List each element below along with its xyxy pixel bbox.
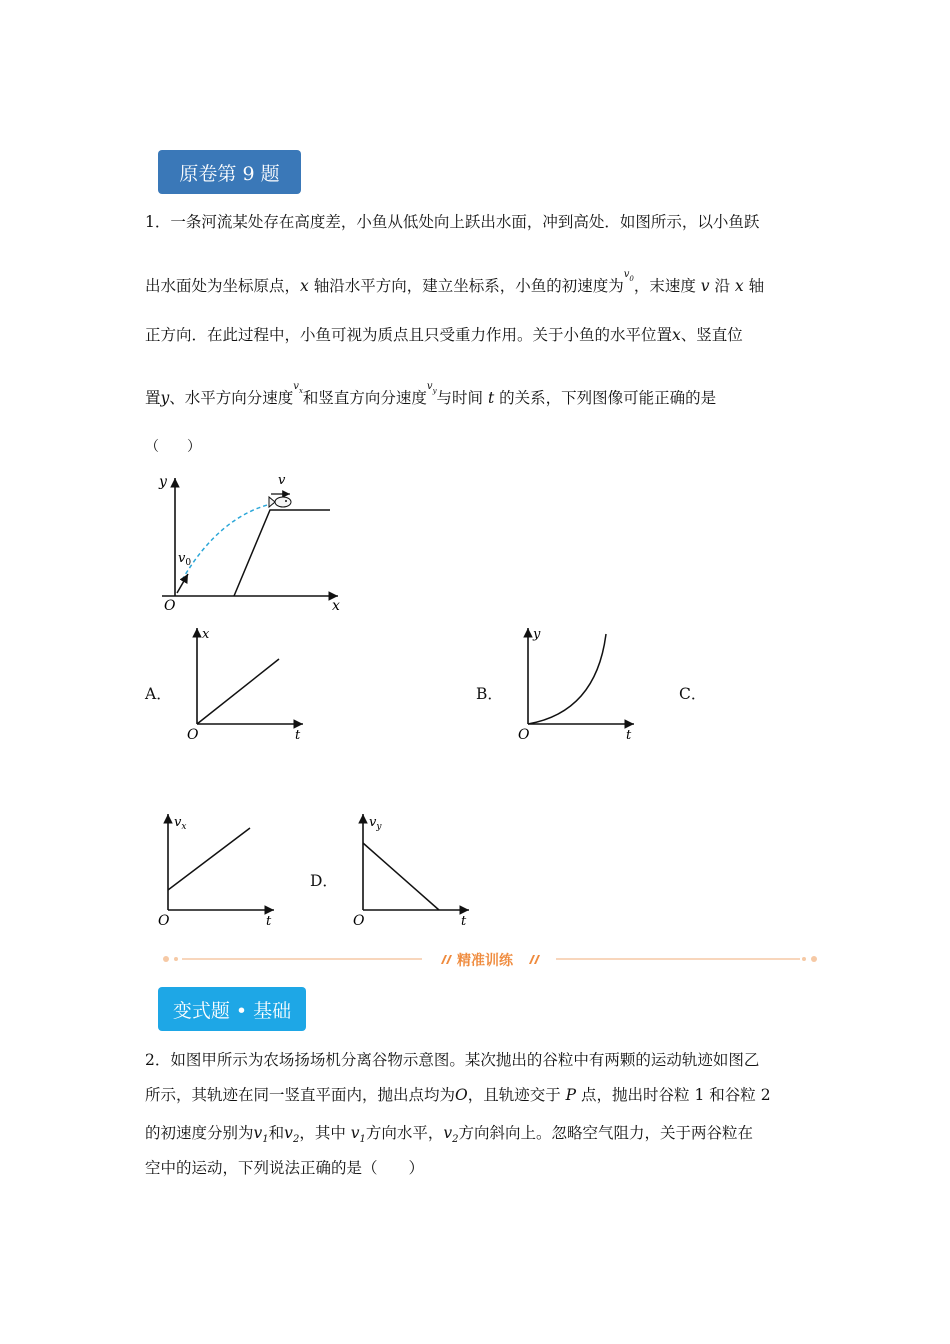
trajectory-curve [182,503,275,580]
svg-text:t: t [461,914,467,929]
option-d-line [363,843,439,910]
q2-line-4: 空中的运动，下列说法正确的是（ ） [145,1159,425,1177]
option-a-line [197,659,279,724]
svg-text:x: x [202,627,210,642]
svg-text:t: t [295,728,301,743]
q1-answer-paren: （ ） [145,439,201,455]
option-b-graph[interactable] [516,622,646,747]
option-c-label[interactable]: C． [679,685,707,703]
v0-arrow [177,574,188,593]
main-x-label: x [332,598,340,614]
divider-label: 精准训练 [457,953,513,969]
svg-text:O: O [187,727,199,743]
fish-trajectory-figure [150,470,350,620]
option-c-line [168,828,250,890]
main-origin-label: O [164,598,176,614]
q1-line-3: 正方向．在此过程中，小鱼可视为质点且只受重力作用。关于小鱼的水平位置x、竖直位 [145,326,743,344]
q1-line-4: 置y、水平方向分速度$^{v_x}$和竖直方向分速度$^{v_y}$与时间 t 的关系，下列图像可能正确的是 [145,381,717,407]
option-a-graph[interactable] [185,622,315,747]
main-y-label: y [159,474,167,490]
svg-text:y: y [533,627,541,642]
q2-line-1: 2．如图甲所示为农场扬场机分离谷物示意图。某次抛出的谷粒中有两颗的运动轨迹如图乙 [145,1051,760,1069]
svg-text:O: O [353,913,365,929]
section-badge-variant: 变式题 • 基础 [158,987,306,1031]
q2-line-2: 所示，其轨迹在同一竖直平面内，抛出点均为O，且轨迹交于 P 点，抛出时谷粒 1 和谷粒 2 [145,1086,771,1104]
svg-text:t: t [266,914,272,929]
svg-text:t: t [626,728,632,743]
option-a-label[interactable]: A． [145,685,172,703]
svg-text:O: O [158,913,170,929]
q2-line-3: 的初速度分别为$v_1$和$v_2$，其中 $v_1$方向水平，$v_2$方向斜向上。忽略空气阻力，关于两谷粒在 [145,1124,754,1145]
svg-text:O: O [518,727,530,743]
q1-line-2: 出水面处为坐标原点，x 轴沿水平方向，建立坐标系，小鱼的初速度为$^{v_0}$，末速度 v 沿 x 轴 [145,269,765,295]
divider-slash-icon-left [441,955,452,964]
option-d-graph[interactable] [351,808,481,933]
svg-text:vx: $v_x$ [174,815,187,832]
svg-text:vy: $v_y$ [369,815,382,832]
option-d-label[interactable]: D． [310,872,338,890]
option-c-graph[interactable] [156,808,286,933]
main-v0-label: $v_0$ [178,551,192,568]
divider-slash-icon-right [529,955,540,964]
riverbank-outline [234,510,330,596]
option-b-curve [528,634,606,724]
main-v-label: v [278,473,286,488]
q1-line-1: 1．一条河流某处存在高度差，小鱼从低处向上跃出水面，冲到高处．如图所示，以小鱼跃 [145,213,760,231]
section-badge-original: 原卷第 9 题 [158,150,301,194]
fish-icon [269,497,291,507]
option-b-label[interactable]: B． [476,685,503,703]
